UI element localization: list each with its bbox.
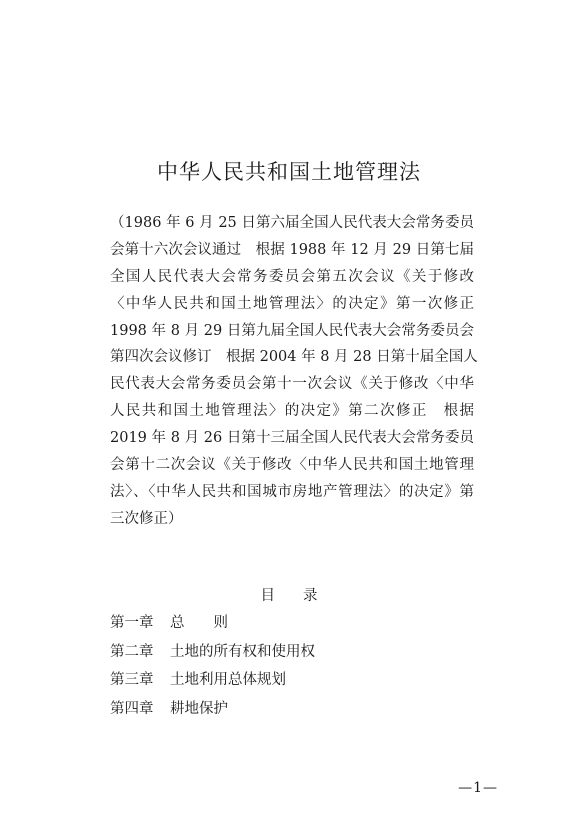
toc-heading: 目录 — [260, 588, 346, 604]
toc-chapter-title: 土地利用总体规划 — [170, 672, 286, 688]
toc-chapter-number: 第一章 — [110, 615, 154, 631]
toc-item — [110, 609, 474, 638]
preamble-line: 法〉、〈中华人民共和国城市房地产管理法〉的决定》第 — [110, 483, 474, 500]
document-title: 中华人民共和国土地管理法 — [157, 160, 421, 184]
preamble-line: 2019 年 8 月 26 日第十三届全国人民代表大会常务委员 — [110, 430, 474, 447]
preamble-line: 会第十二次会议《关于修改〈中华人民共和国土地管理 — [110, 457, 474, 474]
page-number: —1— — [458, 780, 498, 796]
preamble-line: （1986 年 6 月 25 日第六届全国人民代表大会常务委员 — [110, 215, 474, 231]
preamble-line: 第四次会议修订 根据 2004 年 8 月 28 日第十届全国人 — [110, 349, 478, 366]
toc-chapter-title: 耕地保护 — [170, 700, 228, 717]
preamble-line: 会第十六次会议通过 根据 1988 年 12 月 29 日第七届 — [110, 241, 474, 258]
preamble-line: 全国人民代表大会常务委员会第五次会议《关于修改 — [110, 268, 474, 285]
toc-chapter-number: 第二章 — [110, 643, 154, 660]
preamble-line: 民代表大会常务委员会第十一次会议《关于修改〈中华 — [110, 376, 474, 393]
toc-chapter-title: 土地的所有权和使用权 — [170, 643, 315, 660]
toc-chapter-number: 第三章 — [110, 672, 154, 688]
table-of-contents — [110, 609, 474, 723]
legislative-history-note — [110, 210, 478, 533]
toc-chapter-title: 总 则 — [170, 615, 228, 631]
preamble-line: 人民共和国土地管理法〉的决定》第二次修正 根据 — [110, 403, 474, 420]
preamble-line: 〈中华人民共和国土地管理法〉的决定》第一次修正 — [110, 295, 474, 312]
toc-item — [110, 638, 474, 667]
toc-item — [110, 666, 474, 695]
toc-chapter-number: 第四章 — [110, 700, 154, 717]
preamble-line: 1998 年 8 月 29 日第九届全国人民代表大会常务委员会 — [110, 322, 474, 339]
toc-item — [110, 695, 474, 724]
preamble-line: 三次修正） — [110, 510, 183, 527]
